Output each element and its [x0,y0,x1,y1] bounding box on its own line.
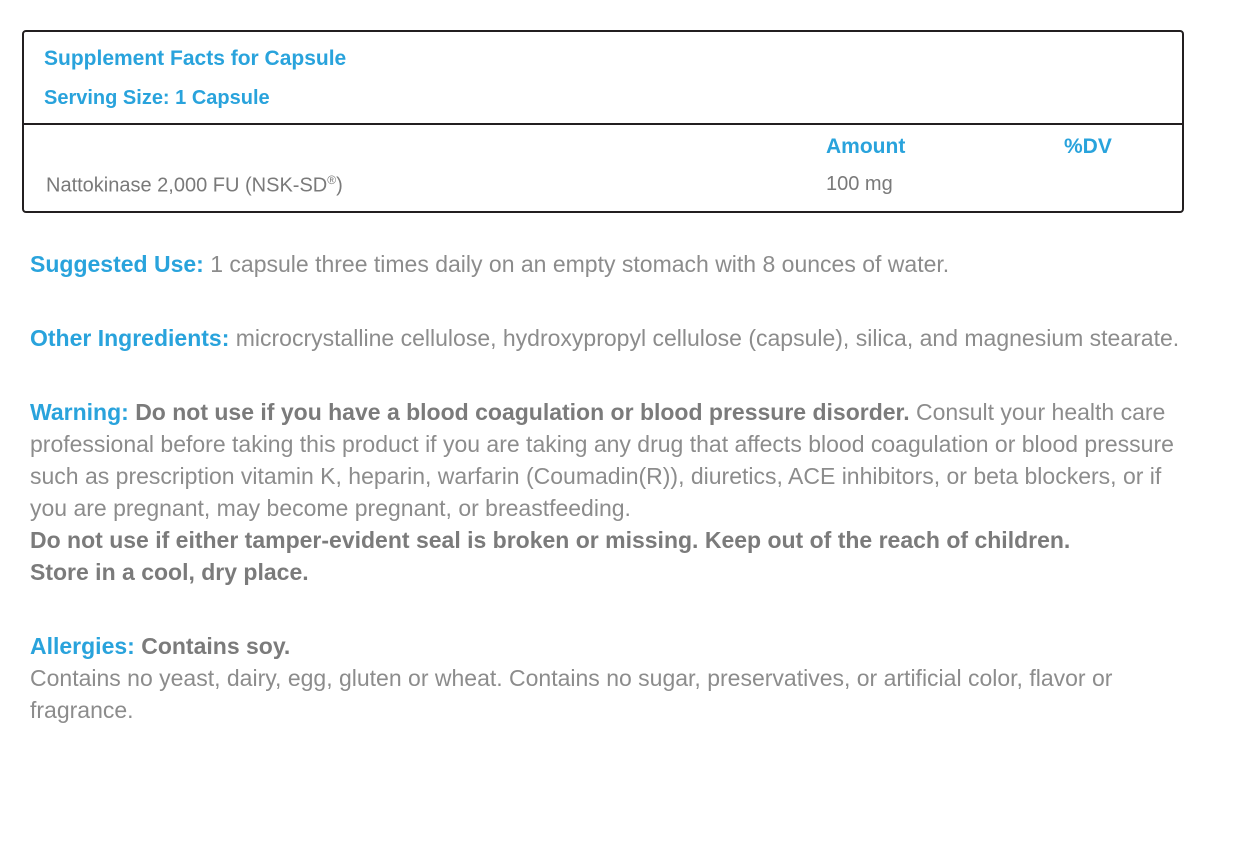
spacer [30,588,1200,630]
suggested-use-label: Suggested Use: [30,251,204,277]
supplement-facts-title: Supplement Facts for Capsule [44,47,347,70]
suggested-use-paragraph [30,248,1200,280]
supplement-facts-header [24,32,1182,123]
allergies-bold-lead: Contains soy. [141,633,291,659]
spacer [30,280,1200,322]
allergies-paragraph [30,630,1200,726]
allergies-label: Allergies: [30,633,135,659]
other-ingredients-text: microcrystalline cellulose, hydroxypropyl cellulose (capsule), silica, and magnesium stearate. [235,325,1180,351]
column-header-dv: %DV [1064,135,1112,159]
other-ingredients-paragraph [30,322,1200,354]
label-body-copy [30,248,1200,726]
warning-label: Warning: [30,399,129,425]
facts-column-headers [24,125,1182,169]
spacer [30,354,1200,396]
serving-size-text: Serving Size: 1 Capsule [44,87,270,110]
registered-trademark-icon: ® [327,173,337,188]
allergies-body-text: Contains no yeast, dairy, egg, gluten or wheat. Contains no sugar, preservatives, or artificial color, flavor or fragrance. [30,665,1113,723]
suggested-use-text: 1 capsule three times daily on an empty stomach with 8 ounces of water. [210,251,950,277]
warning-storage-line: Store in a cool, dry place. [30,559,309,585]
other-ingredients-label: Other Ingredients: [30,325,230,351]
ingredient-name-prefix: Nattokinase 2,000 FU (NSK-SD [46,174,328,197]
ingredient-name-suffix: ) [336,174,343,197]
warning-body-text: Consult your health care professional before taking this product if you are taking any drug that affects blood coagulation or blood pressure such as prescription vitamin K, heparin, warfarin (Coumadin(R)), diuretics, ACE inhibitors, or beta blockers, or if you are pregnant, may become pregnant, or breastfeeding. [30,399,1174,521]
warning-seal-line: Do not use if either tamper-evident seal is broken or missing. Keep out of the reach of children. [30,527,1071,553]
table-row [24,169,1182,211]
warning-bold-lead: Do not use if you have a blood coagulation or blood pressure disorder. [135,399,910,425]
ingredient-amount: 100 mg [826,173,893,196]
ingredient-name [46,173,343,198]
supplement-facts-box [22,30,1184,213]
column-header-amount: Amount [826,135,906,159]
warning-paragraph [30,396,1200,588]
